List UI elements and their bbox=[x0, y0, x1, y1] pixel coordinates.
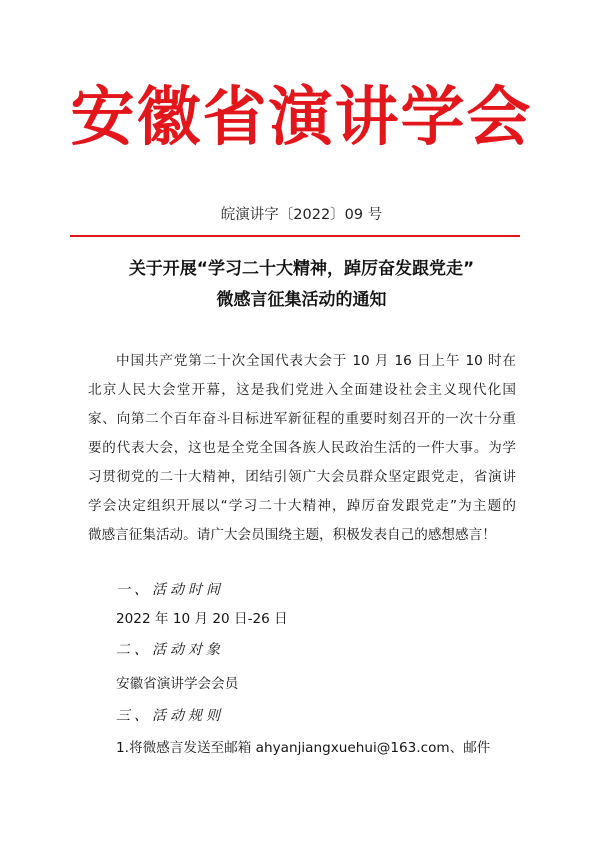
notice-title-line-2: 微感言征集活动的通知 bbox=[216, 290, 387, 310]
intro-line: 要的代表大会，这也是全党全国各族人民政治生活的一件大事。为学 bbox=[88, 440, 516, 456]
intro-paragraph bbox=[88, 347, 516, 550]
intro-line: 中国共产党第二十次全国代表大会于 10 月 16 日上午 10 时在 bbox=[116, 353, 516, 369]
intro-line: 家、向第二个百年奋斗目标进军新征程的重要时刻召开的一次十分重 bbox=[88, 411, 516, 427]
notice-title-line-1: 关于开展“学习二十大精神，踔厉奋发跟党走” bbox=[128, 259, 475, 279]
section-heading-participants: 二、活动对象 bbox=[116, 642, 224, 658]
red-divider-rule bbox=[70, 235, 520, 237]
organization-masthead: 安徽省演讲学会 bbox=[70, 80, 533, 155]
intro-line: 学会决定组织开展以“学习二十大精神，踔厉奋发跟党走”为主题的 bbox=[88, 498, 516, 514]
section-heading-rules: 三、活动规则 bbox=[116, 708, 224, 724]
intro-line: 北京人民大会堂开幕，这是我们党进入全面建设社会主义现代化国 bbox=[88, 382, 516, 398]
section-content-participants: 安徽省演讲学会会员 bbox=[116, 676, 239, 692]
section-heading-time: 一、活动时间 bbox=[116, 582, 224, 598]
intro-line: 微感言征集活动。请广大会员围绕主题，积极发表自己的感想感言！ bbox=[88, 527, 496, 543]
document-number: 皖演讲字〔2022〕09 号 bbox=[220, 207, 383, 223]
section-content-rules: 1.将微感言发送至邮箱 ahyanjiangxuehui@163.com、邮件 bbox=[116, 740, 491, 756]
intro-line: 习贯彻党的二十大精神，团结引领广大会员群众坚定跟党走，省演讲 bbox=[88, 469, 516, 485]
section-content-time: 2022 年 10 月 20 日-26 日 bbox=[116, 611, 288, 627]
